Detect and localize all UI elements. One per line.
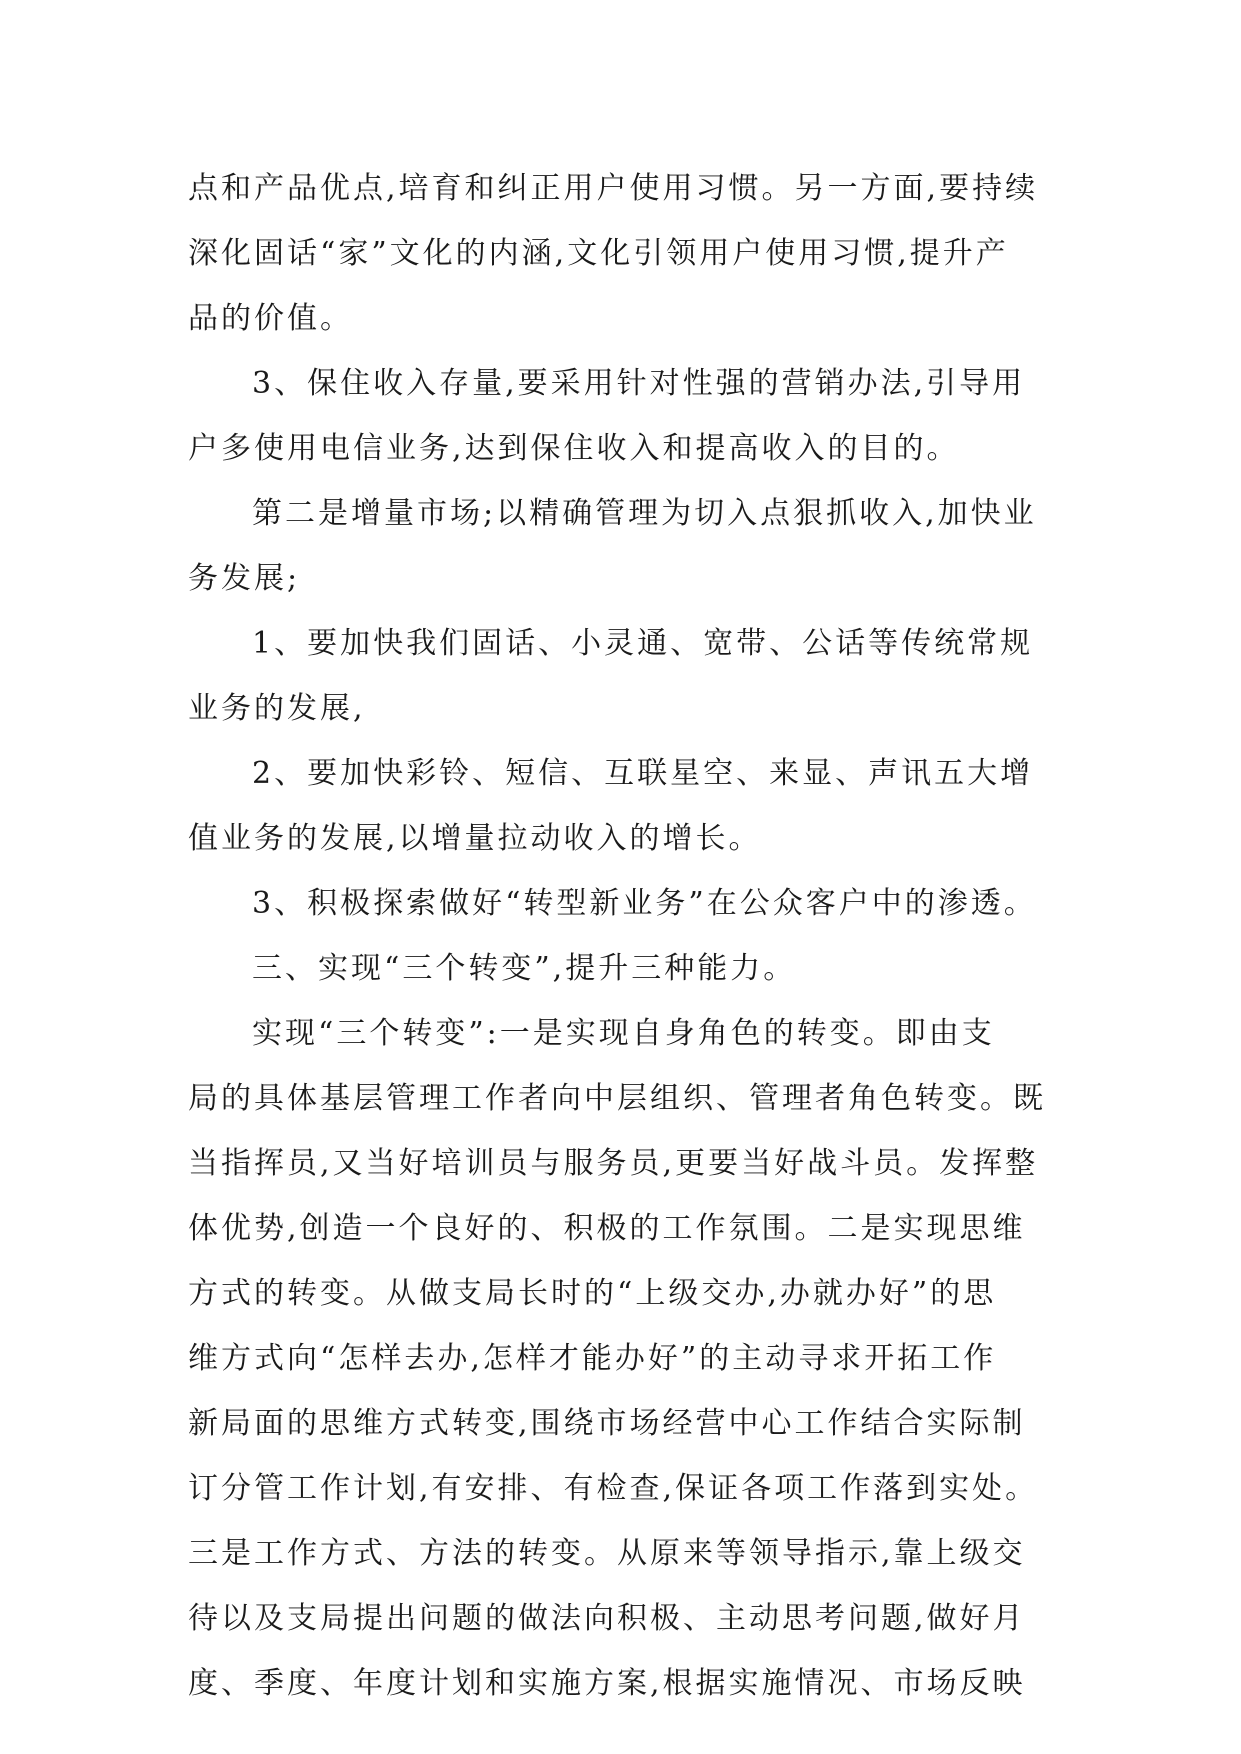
section-heading: 三、实现“三个转变”,提升三种能力。 [252,951,797,986]
paragraph-start-line: 3、保住收入存量,要采用针对性强的营销办法,引导用 [252,366,1026,401]
paragraph-start-line: 实现“三个转变”:一是实现自身角色的转变。即由支 [252,1016,995,1051]
body-text [188,156,1188,1716]
text-line: 户多使用电信业务,达到保住收入和提高收入的目的。 [188,431,960,466]
text-line: 深化固话“家”文化的内涵,文化引领用户使用习惯,提升产 [188,236,1009,271]
paragraph-start-line: 3、积极探索做好“转型新业务”在公众客户中的渗透。 [252,886,1037,921]
text-line: 业务的发展, [188,691,366,726]
paragraph-start-line: 第二是增量市场;以精确管理为切入点狠抓收入,加快业 [252,496,1037,531]
text-line: 品的价值。 [188,301,353,336]
text-line: 点和产品优点,培育和纠正用户使用习惯。另一方面,要持续 [188,171,1039,206]
text-line: 待以及支局提出问题的做法向积极、主动思考问题,做好月 [188,1601,1026,1636]
text-line: 度、季度、年度计划和实施方案,根据实施情况、市场反映 [188,1666,1026,1701]
text-line: 值业务的发展,以增量拉动收入的增长。 [188,821,762,856]
text-line: 务发展; [188,561,301,596]
text-line: 方式的转变。从做支局长时的“上级交办,办就办好”的思 [188,1276,997,1311]
paragraph-start-line: 2、要加快彩铃、短信、互联星空、来显、声讯五大增 [252,756,1034,791]
text-line: 维方式向“怎样去办,怎样才能办好”的主动寻求开拓工作 [188,1341,997,1376]
text-line: 三是工作方式、方法的转变。从原来等领导指示,靠上级交 [188,1536,1026,1571]
text-line: 新局面的思维方式转变,围绕市场经营中心工作结合实际制 [188,1406,1026,1441]
text-line: 体优势,创造一个良好的、积极的工作氛围。二是实现思维 [188,1211,1026,1246]
text-line: 局的具体基层管理工作者向中层组织、管理者角色转变。既 [188,1081,1046,1116]
paragraph-start-line: 1、要加快我们固话、小灵通、宽带、公话等传统常规 [252,626,1034,661]
text-line: 当指挥员,又当好培训员与服务员,更要当好战斗员。发挥整 [188,1146,1039,1181]
text-line: 订分管工作计划,有安排、有检查,保证各项工作落到实处。 [188,1471,1039,1506]
